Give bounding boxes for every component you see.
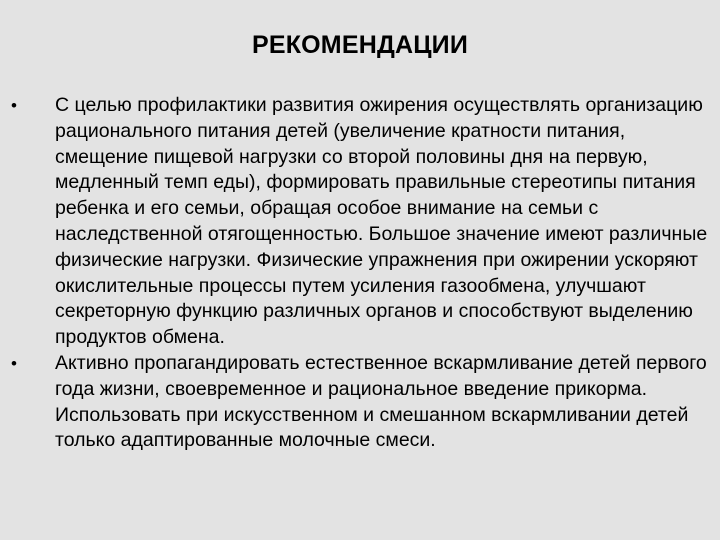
bullet-text-2: Активно пропагандировать естественное вскармливание детей первого года жизни, своевременное и рациональное введение прикорма. Использовать при искусственном и смешанном вскармливании детей только адаптированные молочные смеси. bbox=[55, 351, 707, 452]
bullet-icon: • bbox=[11, 96, 17, 115]
slide-title: РЕКОМЕНДАЦИИ bbox=[251, 31, 469, 59]
bullet-item-1 bbox=[0, 93, 720, 351]
bullet-text-1: С целью профилактики развития ожирения осуществлять организацию рационального питания детей (увеличение кратности питания, смещение пищевой нагрузки со второй половины дня на первую, медленный темп еды), формировать правильные стереотипы питания ребенка и его семьи, обращая особое внимание на семьи с наследственной отягощенностью. Большое значение имеют различные физические нагрузки. Физические упражнения при ожирении ускоряют окислительные процессы путем усиления газообмена, улучшают секреторную функцию различных органов и способствуют выделению продуктов обмена. bbox=[55, 94, 708, 349]
bullet-icon: • bbox=[11, 353, 17, 373]
bullet-item-2 bbox=[0, 351, 720, 454]
bullet-list bbox=[0, 93, 720, 454]
